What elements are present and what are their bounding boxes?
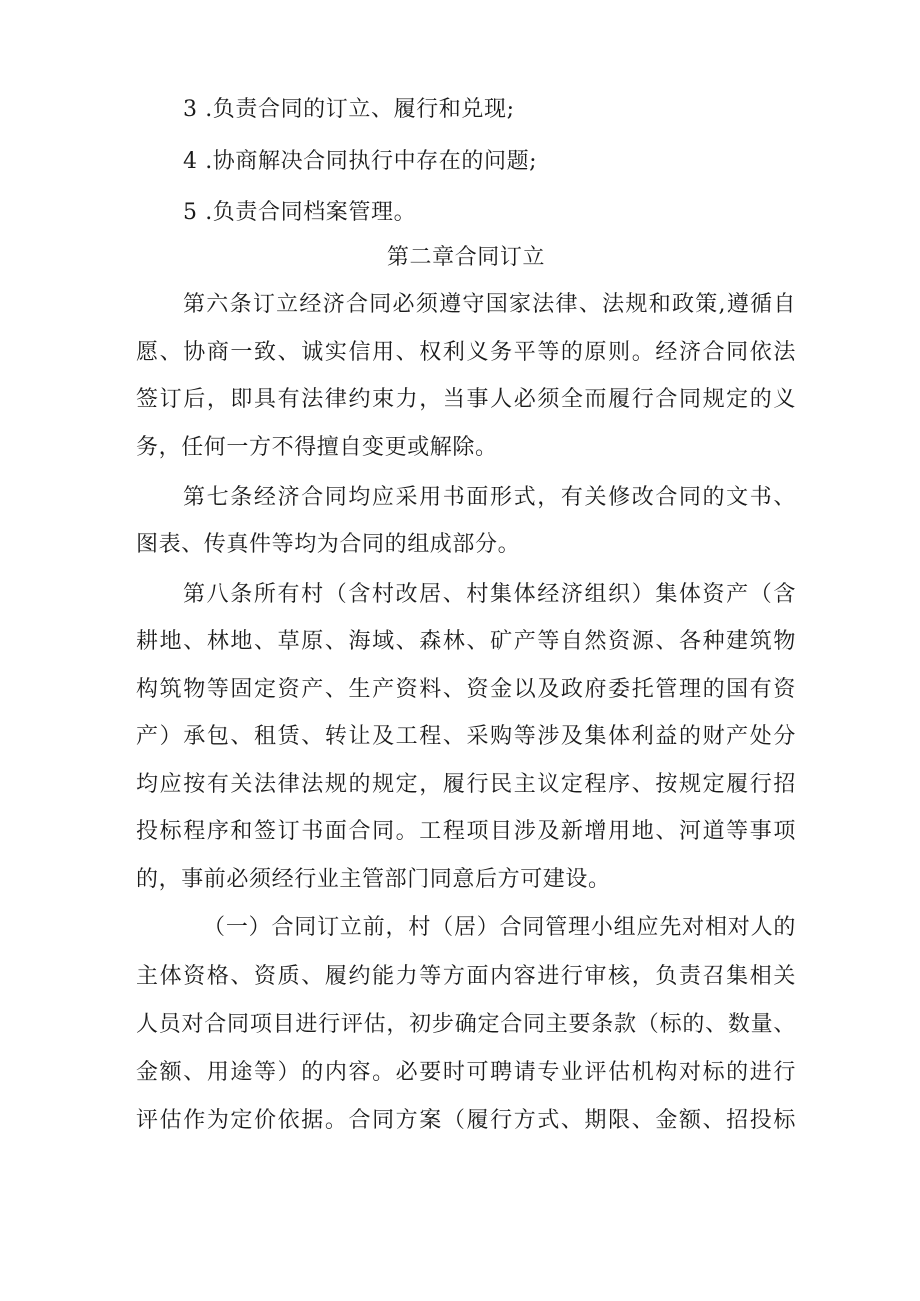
- article6-line-3: 签订后，即具有法律约束力，当事人必须全而履行合同规定的义: [136, 387, 796, 412]
- list-item-5: 5 .负责合同档案管理。: [183, 200, 417, 225]
- clause1-line-2: 主体资格、资质、履约能力等方面内容进行审核，负责召集相关: [136, 964, 796, 989]
- article7-line-2: 图表、传真件等均为合同的组成部分。: [136, 532, 521, 557]
- list-item-3: 3 .负责合同的订立、履行和兑现;: [183, 97, 515, 122]
- article7-line-1: 第七条经济合同均应采用书面形式，有关修改合同的文书、: [183, 485, 796, 510]
- article8-line-7: 的，事前必须经行业主管部门同意后方可建设。: [136, 867, 611, 892]
- article8-line-5: 均应按有关法律法规的规定，履行民主议定程序、按规定履行招: [136, 772, 796, 797]
- article8-line-3: 构筑物等固定资产、生产资料、资金以及政府委托管理的国有资: [136, 677, 796, 702]
- article8-line-6: 投标程序和签订书面合同。工程项目涉及新增用地、河道等事项: [136, 819, 796, 844]
- article6-line-1: 第六条订立经济合同必须遵守国家法律、法规和政策,遵循自: [183, 292, 796, 317]
- article6-line-2: 愿、协商一致、诚实信用、权利义务平等的原则。经济合同依法: [136, 340, 796, 365]
- list-item-4: 4 .协商解决合同执行中存在的问题;: [183, 149, 538, 174]
- clause1-line-3: 人员对合同项目进行评估，初步确定合同主要条款（标的、数量、: [136, 1012, 796, 1037]
- clause1-line-1: （一）合同订立前，村（居）合同管理小组应先对相对人的: [203, 915, 796, 940]
- clause1-line-5: 评估作为定价依据。合同方案（履行方式、期限、金额、招投标: [136, 1108, 796, 1133]
- article8-line-4: 产）承包、租赁、转让及工程、采购等涉及集体利益的财产处分: [136, 724, 796, 749]
- article8-line-2: 耕地、林地、草原、海域、森林、矿产等自然资源、各种建筑物: [136, 629, 796, 654]
- article6-line-4: 务，任何一方不得擅自变更或解除。: [136, 435, 498, 460]
- chapter-title: 第二章合同订立: [386, 245, 546, 270]
- clause1-line-4: 金额、用途等）的内容。必要时可聘请专业评估机构对标的进行: [136, 1060, 796, 1085]
- article8-line-1: 第八条所有村（含村改居、村集体经济组织）集体资产（含: [183, 582, 796, 607]
